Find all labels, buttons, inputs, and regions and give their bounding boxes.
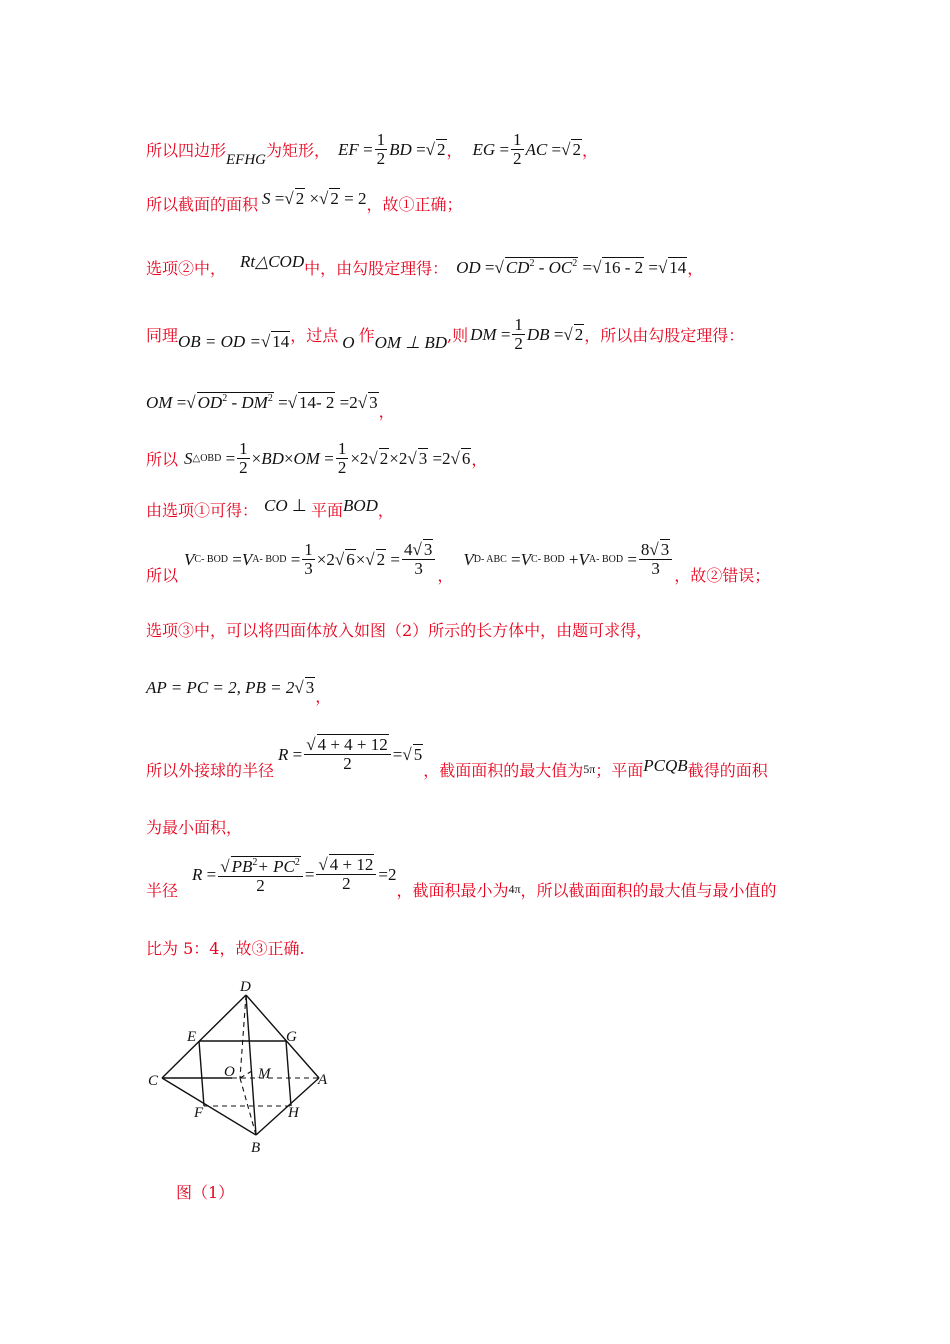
edge-ef [199, 1041, 204, 1106]
line-5: OM =√ $OD^2 - DM^2$ =√ 14- 2 =2√ 3 ， [146, 392, 395, 421]
edge-da [246, 995, 319, 1078]
tetrahedron-figure [140, 975, 350, 1165]
label-a: A [318, 1072, 328, 1088]
line-12: 为最小面积， [146, 818, 243, 837]
line-6: 所以 S △OBD = $\frac{1}{2}$ × BD × OM = $\frac{1}{2}$ ×2√ 2 ×2√ 3 =2√ 6 ， [146, 439, 488, 477]
label-h: H [288, 1105, 299, 1121]
label-f: F [194, 1105, 204, 1121]
figure-caption: 图（1） [176, 1183, 235, 1202]
label-e: E [187, 1029, 197, 1045]
edge-gh [286, 1041, 291, 1106]
line-14: 比为 5：4，故③正确. [146, 939, 305, 958]
edge-do-dashed [240, 995, 246, 1078]
line-8: 所以 V C- BOD = V A- BOD = $\frac{1}{3}$ ×2√ 6 ×√ 2 = $\frac{4√ 3}{3}$ ， V D- ABC = V C- BOD + V A- BOD = $\frac{8√ 3}{3}$ ，故②错误； [146, 540, 771, 585]
line-7: 由选项①可得： CO ⊥ 平面 BOD ， [146, 495, 394, 520]
line-11: 所以外接球的半径 R = $\frac{√ 4 + 4 + 12}{2}$ =√ 5 ，截面面积的最大值为 5π ；平面 PCQB 截得的面积 [146, 735, 768, 780]
line-10: AP = PC = 2, PB = 2 √ 3 ， [146, 677, 332, 706]
label-o: O [224, 1064, 235, 1080]
line-9: 选项③中，可以将四面体放入如图（2）所示的长方体中，由题可求得， [146, 621, 653, 640]
label-d: D [240, 979, 251, 995]
line-13: 半径 R = $\frac{√ PB^2+ PC^2}{2}$ = $\frac{√ 4 + 12}{2}$ =2 ，截面积最小为 4π ，所以截面面积的最大值与最小值的 [146, 855, 777, 900]
label-b: B [251, 1140, 261, 1156]
line-4: 同理 OB = OD = √ 14 ，过点 O 作 OM ⊥ BD ,则 DM = $\frac{1}{2}$ DB =√ 2 ，所以由勾股定理得： [146, 315, 745, 353]
edge-om-dashed [240, 1071, 252, 1078]
label-g: G [286, 1029, 297, 1045]
label-c: C [148, 1073, 159, 1089]
line-3: 选项②中， Rt △COD 中，由勾股定理得： OD =√ $CD^2 - OC^2$ =√ 16 - 2 =√ 14 ， [146, 251, 704, 278]
edge-db [246, 995, 256, 1135]
line-1: 所以四边形 EFHG 为矩形， EF = $\frac{1}{2}$ BD =√ 2 ， EG = $\frac{1}{2}$ AC =√ 2 ， [146, 130, 598, 168]
line-2: 所以截面的面积 S =√ 2 ×√ 2 = 2 ，故①正确； [146, 188, 463, 214]
label-m: M [258, 1066, 271, 1082]
